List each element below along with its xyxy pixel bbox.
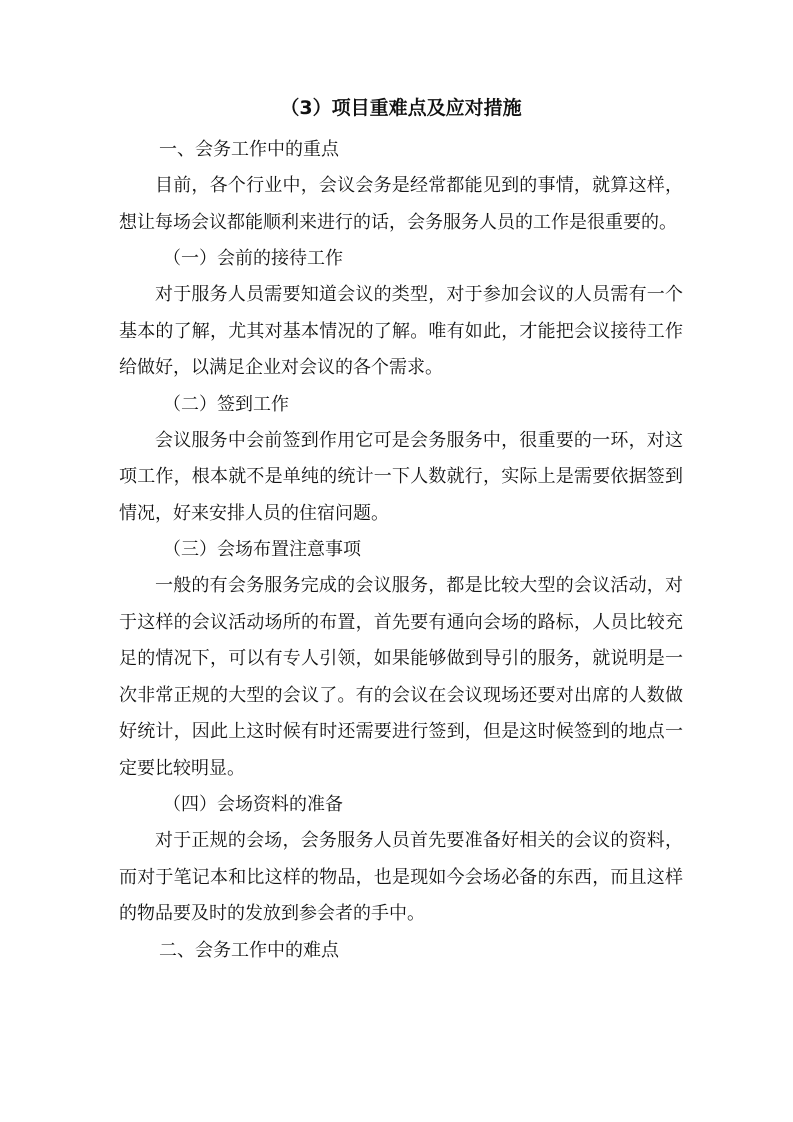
subsection-heading: （二）签到工作	[163, 393, 289, 415]
subsection-heading: （一）会前的接待工作	[163, 248, 343, 269]
section-heading: 一、会务工作中的重点	[159, 139, 339, 160]
subsection-heading: （四）会场资料的准备	[163, 794, 343, 815]
document-body	[119, 88, 683, 969]
paragraph: 会议服务中会前签到作用它可是会务服务中，很重要的一环，对这项工作，根本就不是单纯的统计一下人数就行，实际上是需要依据签到情况，好来安排人员的住宿问题。	[119, 429, 683, 524]
paragraph: 目前，各个行业中，会议会务是经常都能见到的事情，就算这样，想让每场会议都能顺利来进行的话，会务服务人员的工作是很重要的。	[119, 175, 683, 233]
paragraph: 对于服务人员需要知道会议的类型，对于参加会议的人员需有一个基本的了解，尤其对基本情况的了解。唯有如此，才能把会议接待工作给做好，以满足企业对会议的各个需求。	[119, 284, 683, 378]
section-heading: 二、会务工作中的难点	[159, 939, 339, 961]
subsection-heading: （三）会场布置注意事项	[163, 539, 361, 560]
paragraph: 一般的有会务服务完成的会议服务，都是比较大型的会议活动，对于这样的会议活动场所的布置，首先要有通向会场的路标，人员比较充足的情况下，可以有专人引领，如果能够做到导引的服务，就说明是一次非常正规的大型的会议了。有的会议在会议现场还要对出席的人数做好统计，因此上这时候有时还需要进行签到，但是这时候签到的地点一定要比较明显。	[119, 575, 683, 779]
document-title: （3）项目重难点及应对措施	[280, 97, 522, 119]
paragraph: 对于正规的会场，会务服务人员首先要准备好相关的会议的资料，而对于笔记本和比这样的物品，也是现如今会场必备的东西，而且这样的物品要及时的发放到参会者的手中。	[119, 830, 683, 924]
